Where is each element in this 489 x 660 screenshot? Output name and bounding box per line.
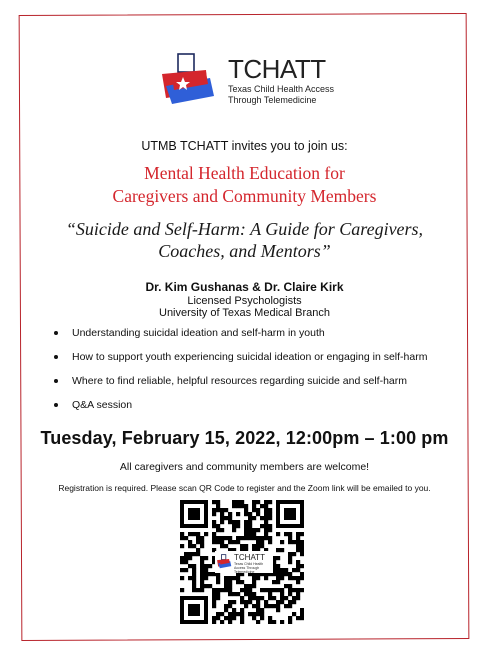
list-item: How to support youth experiencing suicidal ideation or engaging in self-harm [52,350,427,374]
list-item: Understanding suicidal ideation and self-harm in youth [52,326,427,350]
event-title [0,162,489,208]
logo-tagline-line2: Through Telemedicine [228,95,317,105]
qr-logo-tagline: Texas Child Health Access Through Telemedicine [234,562,264,574]
list-item: Where to find reliable, helpful resources regarding suicide and self-harm [52,374,427,398]
presenter-names: Dr. Kim Gushanas & Dr. Claire Kirk [145,280,344,294]
qr-flag-icon [216,553,234,571]
logo-tagline [228,84,358,106]
welcome-text: All caregivers and community members are welcome! [119,461,370,473]
event-subtitle [0,218,489,262]
qr-logo-wordmark: TCHATT [234,553,265,562]
logo-wordmark: TCHATT [228,54,326,84]
topics-list [52,326,427,422]
event-title-line2: Caregivers and Community Members [112,186,377,206]
registration-note: Registration is required. Please scan QR Code to register and the Zoom link will be emailed to you. [58,483,431,493]
event-subtitle-line2: Coaches, and Mentors” [158,241,331,261]
logo-tagline-line1: Texas Child Health Access [228,84,335,94]
invite-text: UTMB TCHATT invites you to join us: [141,139,348,153]
presenters-block [0,281,489,320]
list-item: Q&A session [52,398,427,422]
registration-qr-code[interactable] [180,500,304,624]
tchatt-logo [158,52,348,110]
event-date: Tuesday, February 15, 2022, 12:00pm – 1:00 pm [40,428,449,448]
tchatt-flag-icon [158,52,224,110]
presenter-affiliation: University of Texas Medical Branch [159,307,330,319]
presenter-credentials: Licensed Psychologists [187,294,302,307]
event-title-line1: Mental Health Education for [144,163,345,183]
event-subtitle-line1: “Suicide and Self-Harm: A Guide for Caregivers, [65,219,424,239]
qr-center-logo [215,551,273,573]
